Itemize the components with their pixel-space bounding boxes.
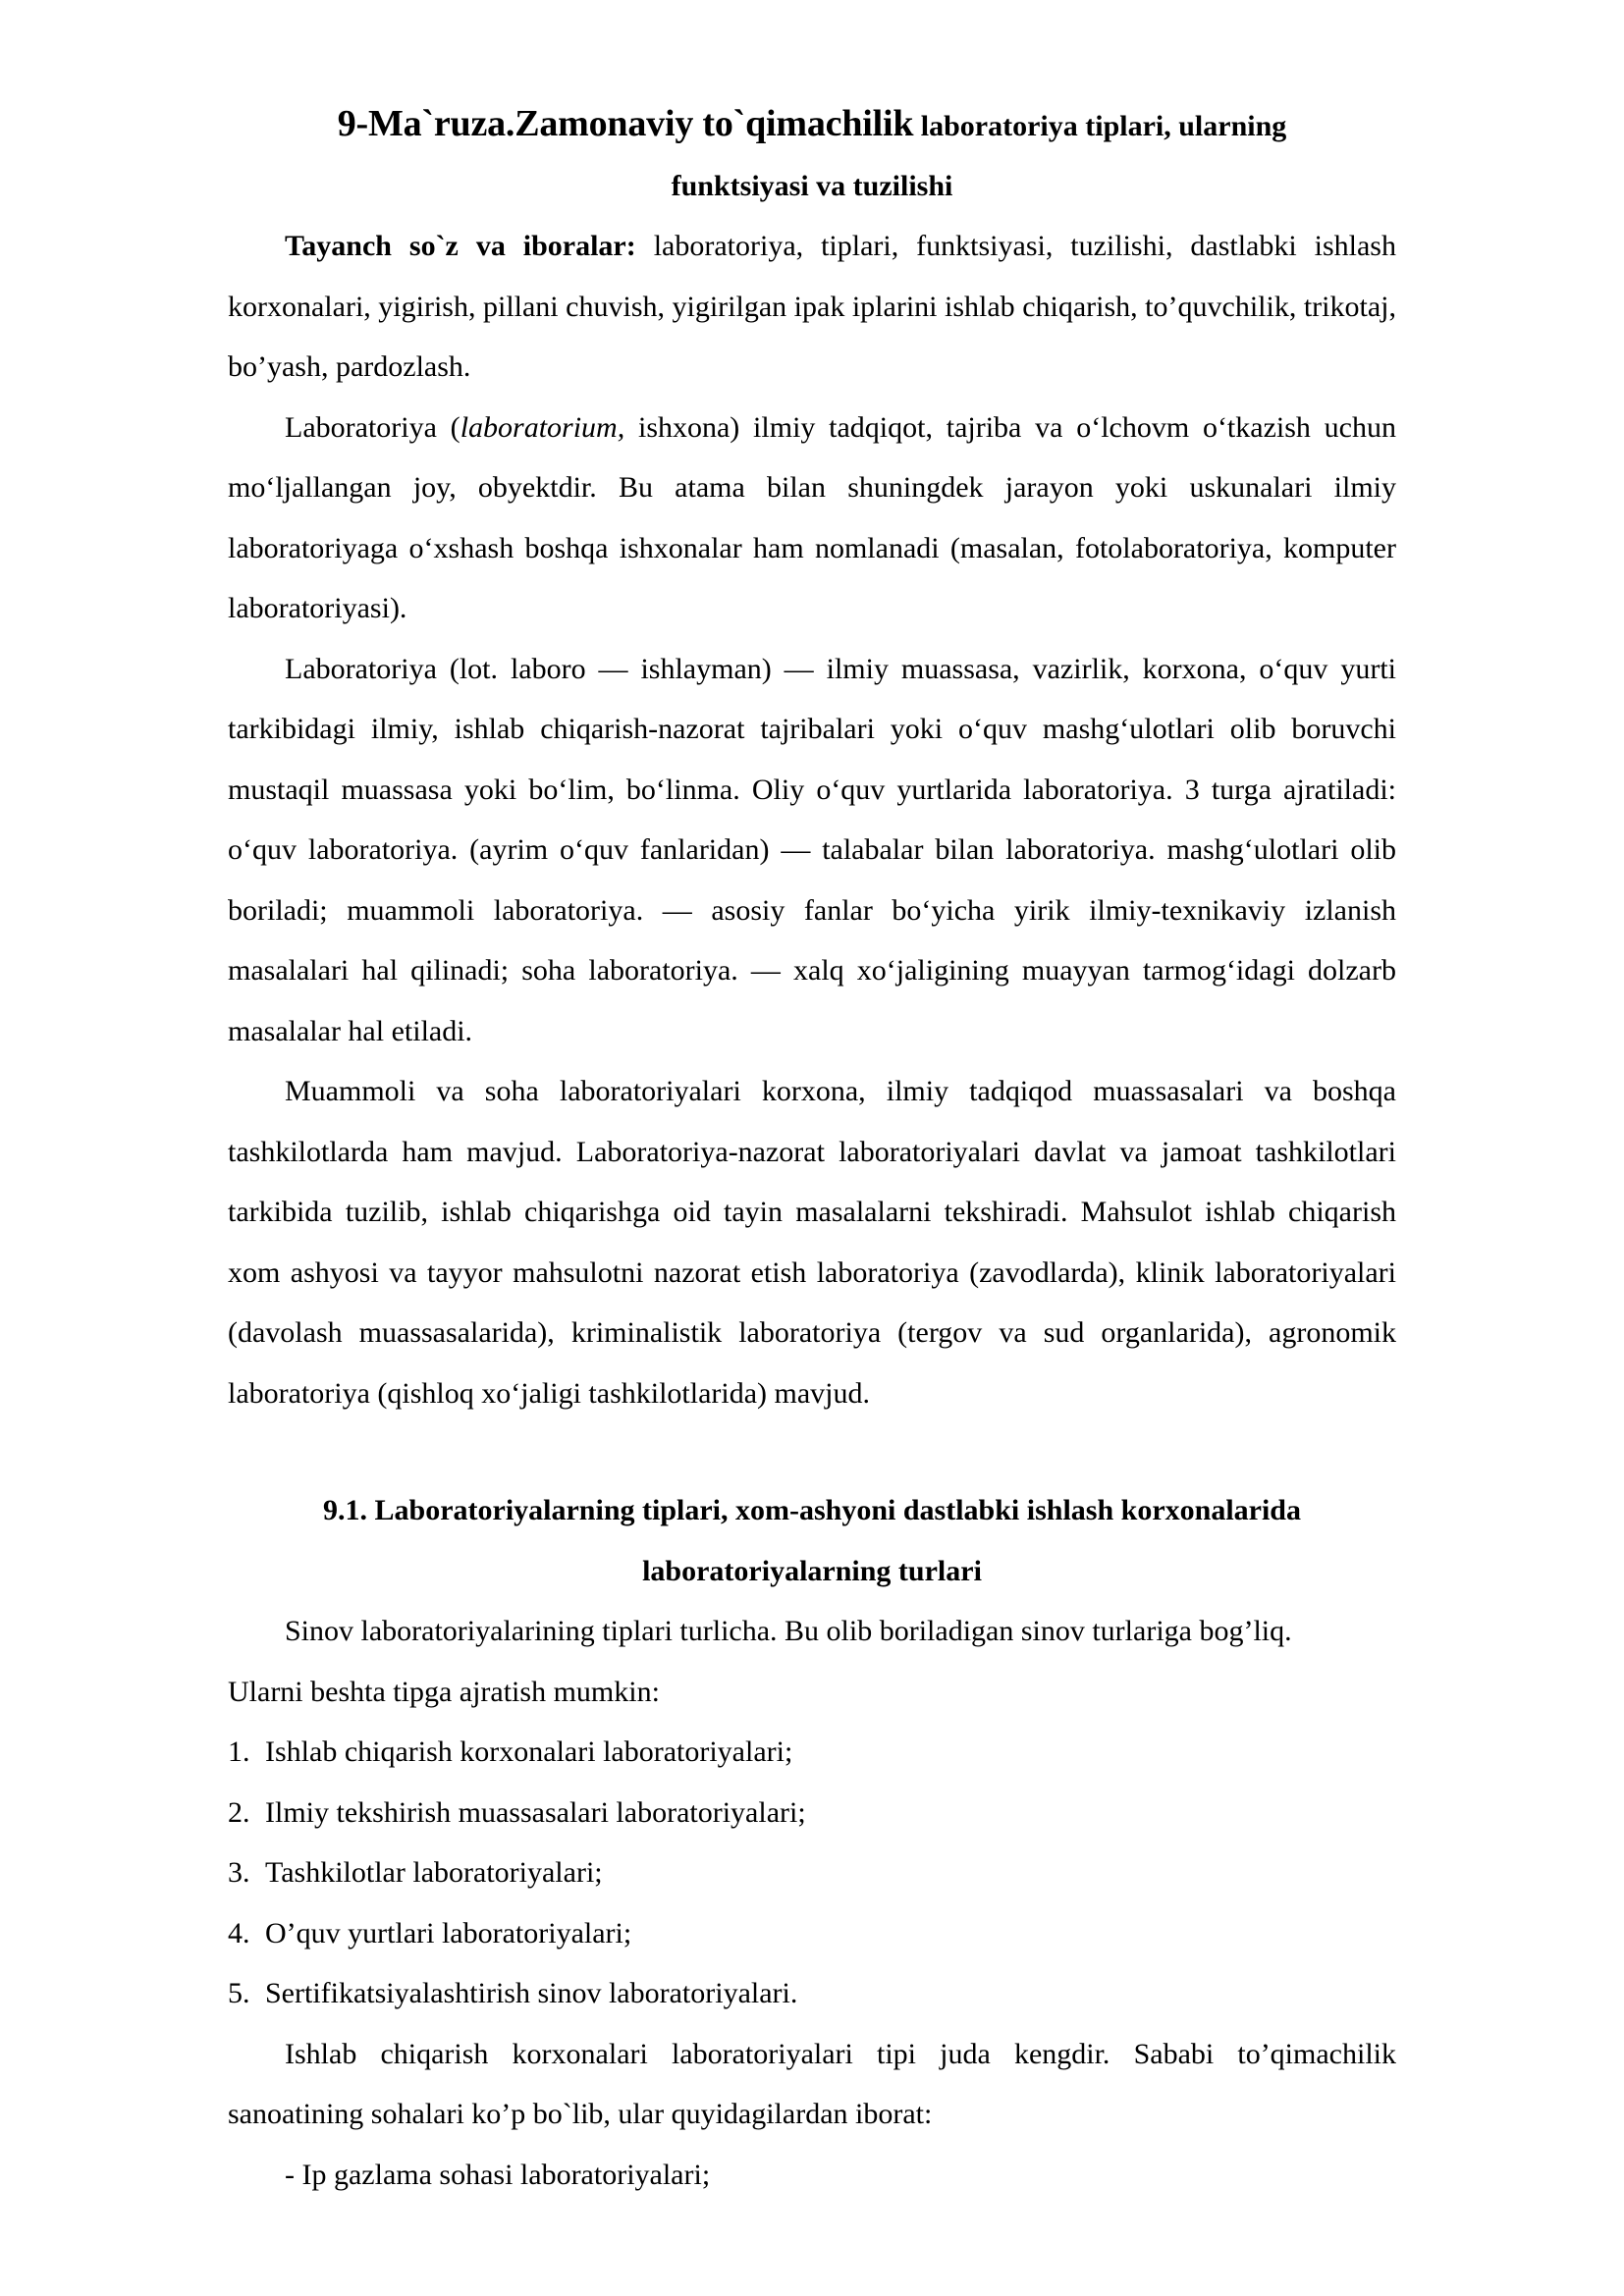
paragraph-muammoli-soha: Muammoli va soha laboratoriyalari korxona, ilmiy tadqiqod muassasalari va boshqa tashkilotlarda ham mavjud. Laboratoriya-nazorat laboratoriyalari davlat va jamoat tashkilotlari tarkibida tuzilib, ishlab chiqarishga oid tayin masalalarni tekshiradi. Mahsulot ishlab chiqarish xom ashyosi va tayyor mahsulotni nazorat etish laboratoriya (zavodlarda), klinik laboratoriyalari (davolash muassasalarida), kriminalistik laboratoriya (tergov va sud organlarida), agronomik laboratoriya (qishloq xo‘jaligi tashkilotlarida) mavjud. — [228, 1075, 1396, 1410]
keywords-label: Tayanch so`z va iboralar: — [285, 230, 636, 263]
paragraph-2-after: ishxona) ilmiy tadqiqot, tajriba va o‘lchovm o‘tkazish uchun mo‘ljallangan joy, obyektdir. Bu atama bilan shuningdek jarayon yoki uskunalari ilmiy laboratoriyaga o‘xshash boshqa ishxonalar ham nomlanadi (masalan, fotolaboratoriya, komputer laboratoriyasi). — [228, 410, 1396, 625]
list-item — [228, 1783, 1396, 1843]
page-title-main: 9-Ma`ruza.Zamonaviy to`qimachilik — [337, 103, 914, 144]
paragraph-2-before: Laboratoriya ( — [285, 410, 460, 444]
paragraph-definition-laboratorium — [228, 398, 1396, 639]
section-heading-line-2: laboratoriyalarning turlari — [642, 1554, 982, 1587]
section-heading-line-1: 9.1. Laboratoriyalarning tiplari, xom-ashyoni dastlabki ishlash korxonalarida — [323, 1494, 1301, 1527]
dash-list-item-ip-gazlama: - Ip gazlama sohasi laboratoriyalari; — [285, 2158, 711, 2191]
paragraph-definition-laboro: Laboratoriya (lot. laboro — ishlayman) — ilmiy muassasa, vazirlik, korxona, o‘quv yurti tarkibidagi ilmiy, ishlab chiqarish-nazorat tajribalari yoki o‘quv mashg‘ulotlari olib boruvchi mustaqil muassasa yoki bo‘lim, bo‘linma. Oliy o‘quv yurtlarida laboratoriya. 3 turga ajratiladi: o‘quv laboratoriya. (ayrim o‘quv fanlaridan) — talabalar bilan laboratoriya. mashg‘ulotlari olib boriladi; muammoli laboratoriya. — asosiy fanlar bo‘yicha yirik ilmiy-texnikaviy izlanish masalalari hal qilinadi; soha laboratoriya. — xalq xo‘jaligining muayyan tarmog‘idagi dolzarb masalalar hal etiladi. — [228, 652, 1396, 1047]
list-item-label: Ishlab chiqarish korxonalari laboratoriyalari; — [265, 1735, 793, 1769]
list-item — [228, 1722, 1396, 1783]
laboratory-types-list — [228, 1722, 1396, 2024]
paragraph-2-italic-term: laboratorium, — [460, 410, 625, 444]
page-subtitle: funktsiyasi va tuzilishi — [671, 169, 953, 202]
paragraph-ishlab-chiqarish-tipi: Ishlab chiqarish korxonalari laboratoriyalari tipi juda kengdir. Sababi to’qimachilik sanoatining sohalari ko’p bo`lib, ular quyidagilardan iborat: — [228, 2037, 1396, 2131]
list-item-label: Sertifikatsiyalashtirish sinov laboratoriyalari. — [265, 1977, 798, 2010]
list-item-number: 2. — [228, 1795, 250, 1829]
list-item — [228, 1963, 1396, 2024]
paragraph-sinov-tiplari: Sinov laboratoriyalarining tiplari turlicha. Bu olib boriladigan sinov turlariga bog’liq. — [285, 1615, 1292, 1648]
keywords-paragraph — [228, 216, 1396, 398]
list-item-number: 3. — [228, 1856, 250, 1890]
list-item-number: 1. — [228, 1735, 250, 1769]
list-item — [228, 1842, 1396, 1903]
section-spacer — [228, 1423, 1396, 1480]
document-body — [228, 94, 1396, 2205]
list-item-label: O’quv yurtlari laboratoriyalari; — [265, 1916, 632, 1949]
keywords-text: laboratoriya, tiplari, funktsiyasi, tuzilishi, dastlabki ishlash korxonalari, yigirish, pillani chuvish, yigirilgan ipak iplarini ishlab chiqarish, to’quvchilik, trikotaj, bo’yash, pardozlash. — [228, 230, 1396, 384]
list-item — [228, 1903, 1396, 1964]
list-item-label: Ilmiy tekshirish muassasalari laboratoriyalari; — [265, 1795, 806, 1829]
list-item-label: Tashkilotlar laboratoriyalari; — [265, 1856, 603, 1890]
list-item-number: 4. — [228, 1916, 250, 1949]
page-title-rest: laboratoriya tiplari, ularning — [913, 110, 1287, 142]
page-title — [228, 94, 1396, 155]
list-item-number: 5. — [228, 1977, 250, 2010]
paragraph-beshta-tipga: Ularni beshta tipga ajratish mumkin: — [228, 1675, 660, 1708]
